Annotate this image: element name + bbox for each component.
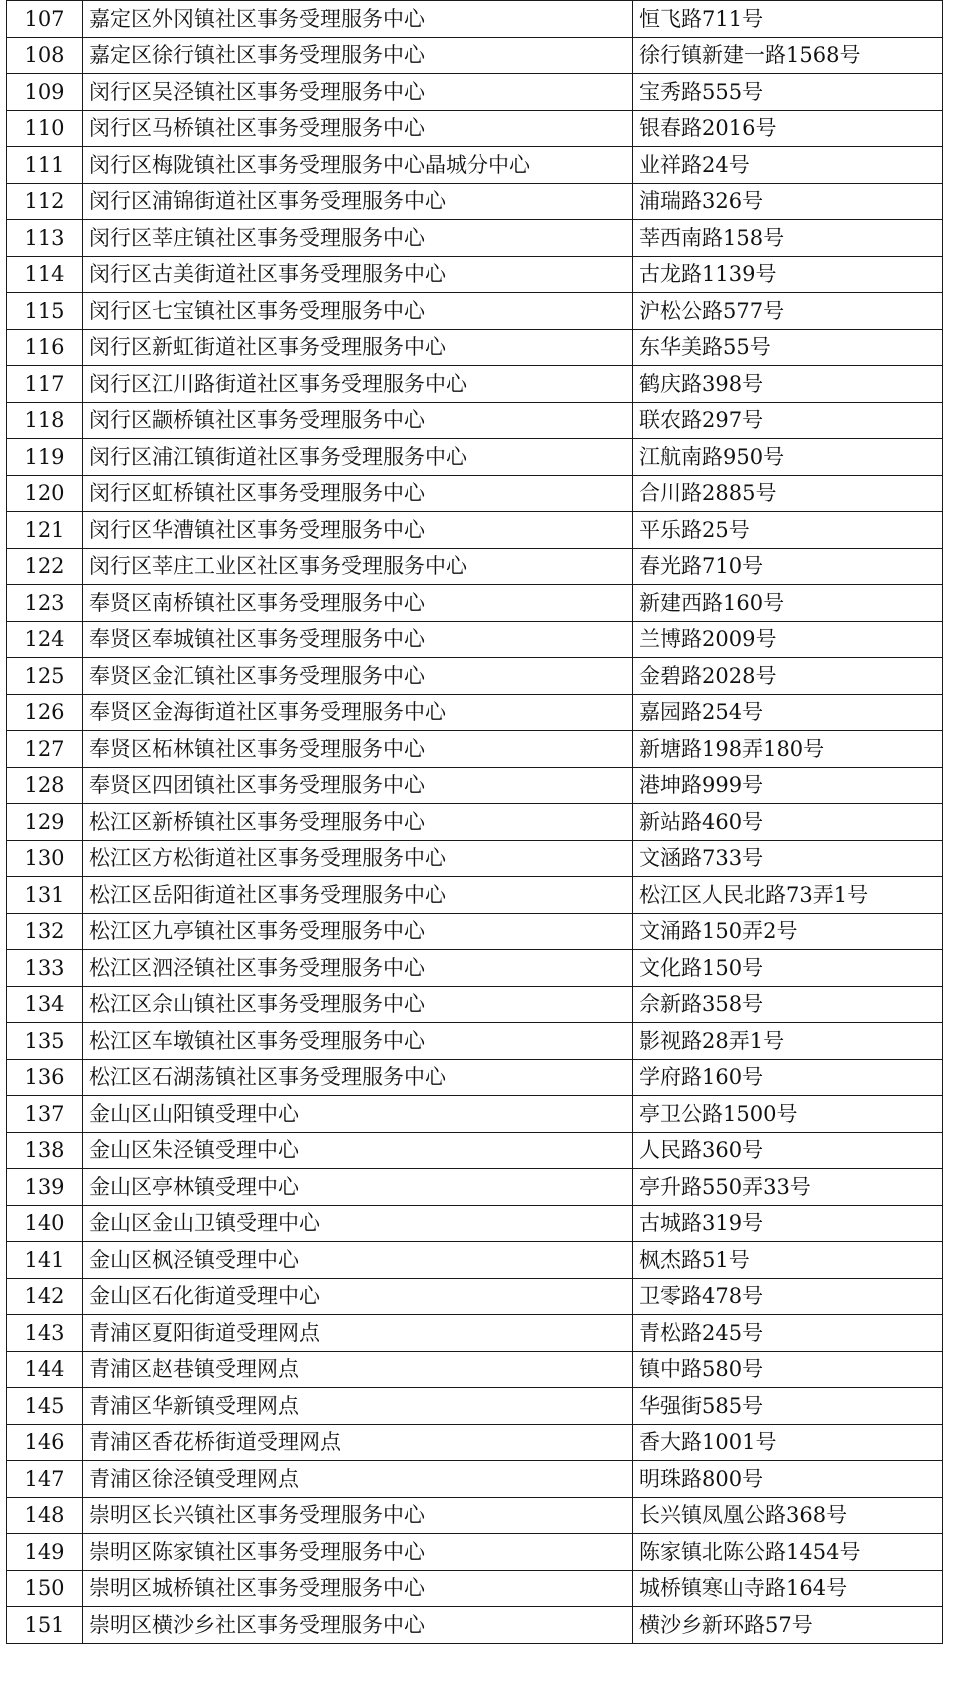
service-center-name: 青浦区夏阳街道受理网点: [83, 1315, 633, 1352]
row-number: 118: [7, 402, 83, 439]
service-center-address: 合川路2885号: [633, 475, 943, 512]
table-row: [7, 694, 943, 731]
table-row: [7, 1169, 943, 1206]
row-number: 140: [7, 1205, 83, 1242]
service-center-name: 松江区车墩镇社区事务受理服务中心: [83, 1023, 633, 1060]
service-center-name: 奉贤区奉城镇社区事务受理服务中心: [83, 621, 633, 658]
row-number: 108: [7, 37, 83, 74]
service-center-address: 学府路160号: [633, 1059, 943, 1096]
row-number: 116: [7, 329, 83, 366]
service-center-name: 金山区山阳镇受理中心: [83, 1096, 633, 1133]
service-center-address: 亭卫公路1500号: [633, 1096, 943, 1133]
service-center-name: 松江区九亭镇社区事务受理服务中心: [83, 913, 633, 950]
service-center-address: 明珠路800号: [633, 1461, 943, 1498]
service-center-name: 松江区泗泾镇社区事务受理服务中心: [83, 950, 633, 987]
table-row: [7, 658, 943, 695]
service-center-address: 宝秀路555号: [633, 74, 943, 111]
service-center-name: 闵行区莘庄工业区社区事务受理服务中心: [83, 548, 633, 585]
service-center-address: 沪松公路577号: [633, 293, 943, 330]
service-center-name: 闵行区虹桥镇社区事务受理服务中心: [83, 475, 633, 512]
row-number: 128: [7, 767, 83, 804]
row-number: 149: [7, 1534, 83, 1571]
service-center-address: 华强街585号: [633, 1388, 943, 1425]
row-number: 115: [7, 293, 83, 330]
table-row: [7, 183, 943, 220]
service-center-name: 金山区朱泾镇受理中心: [83, 1132, 633, 1169]
row-number: 139: [7, 1169, 83, 1206]
service-center-name: 崇明区陈家镇社区事务受理服务中心: [83, 1534, 633, 1571]
row-number: 129: [7, 804, 83, 841]
service-center-address: 文化路150号: [633, 950, 943, 987]
table-row: [7, 1461, 943, 1498]
row-number: 151: [7, 1607, 83, 1644]
service-center-name: 松江区岳阳街道社区事务受理服务中心: [83, 877, 633, 914]
row-number: 142: [7, 1278, 83, 1315]
service-center-address: 城桥镇寒山寺路164号: [633, 1570, 943, 1607]
service-center-address: 新塘路198弄180号: [633, 731, 943, 768]
table-row: [7, 1534, 943, 1571]
service-center-address: 东华美路55号: [633, 329, 943, 366]
service-center-address: 人民路360号: [633, 1132, 943, 1169]
table-row: [7, 74, 943, 111]
table-row: [7, 1570, 943, 1607]
service-center-name: 闵行区吴泾镇社区事务受理服务中心: [83, 74, 633, 111]
table-row: [7, 1, 943, 38]
service-center-address: 横沙乡新环路57号: [633, 1607, 943, 1644]
service-center-address: 鹤庆路398号: [633, 366, 943, 403]
service-center-table: [6, 0, 943, 1644]
table-row: [7, 1351, 943, 1388]
service-center-name: 松江区佘山镇社区事务受理服务中心: [83, 986, 633, 1023]
row-number: 143: [7, 1315, 83, 1352]
service-center-name: 闵行区莘庄镇社区事务受理服务中心: [83, 220, 633, 257]
table-row: [7, 1497, 943, 1534]
service-center-name: 闵行区江川路街道社区事务受理服务中心: [83, 366, 633, 403]
table-row: [7, 1388, 943, 1425]
table-row: [7, 877, 943, 914]
service-center-name: 闵行区七宝镇社区事务受理服务中心: [83, 293, 633, 330]
service-center-address: 长兴镇凤凰公路368号: [633, 1497, 943, 1534]
service-center-address: 松江区人民北路73弄1号: [633, 877, 943, 914]
table-row: [7, 293, 943, 330]
service-center-address: 卫零路478号: [633, 1278, 943, 1315]
service-center-address: 文涵路733号: [633, 840, 943, 877]
service-center-name: 青浦区徐泾镇受理网点: [83, 1461, 633, 1498]
service-center-name: 松江区新桥镇社区事务受理服务中心: [83, 804, 633, 841]
row-number: 120: [7, 475, 83, 512]
row-number: 150: [7, 1570, 83, 1607]
table-row: [7, 110, 943, 147]
row-number: 130: [7, 840, 83, 877]
service-center-address: 古龙路1139号: [633, 256, 943, 293]
service-center-name: 奉贤区四团镇社区事务受理服务中心: [83, 767, 633, 804]
row-number: 136: [7, 1059, 83, 1096]
service-center-name: 金山区石化街道受理中心: [83, 1278, 633, 1315]
table-row: [7, 1607, 943, 1644]
service-center-name: 奉贤区南桥镇社区事务受理服务中心: [83, 585, 633, 622]
row-number: 107: [7, 1, 83, 38]
table-row: [7, 256, 943, 293]
table-row: [7, 1205, 943, 1242]
service-center-name: 闵行区颛桥镇社区事务受理服务中心: [83, 402, 633, 439]
service-center-name: 奉贤区金汇镇社区事务受理服务中心: [83, 658, 633, 695]
table-row: [7, 512, 943, 549]
service-center-address: 亭升路550弄33号: [633, 1169, 943, 1206]
row-number: 119: [7, 439, 83, 476]
service-center-address: 港坤路999号: [633, 767, 943, 804]
table-body: [7, 1, 943, 1644]
row-number: 112: [7, 183, 83, 220]
row-number: 111: [7, 147, 83, 184]
table-row: [7, 585, 943, 622]
service-center-name: 金山区金山卫镇受理中心: [83, 1205, 633, 1242]
service-center-address: 镇中路580号: [633, 1351, 943, 1388]
service-center-address: 枫杰路51号: [633, 1242, 943, 1279]
service-center-name: 松江区石湖荡镇社区事务受理服务中心: [83, 1059, 633, 1096]
row-number: 134: [7, 986, 83, 1023]
service-center-address: 徐行镇新建一路1568号: [633, 37, 943, 74]
row-number: 141: [7, 1242, 83, 1279]
table-row: [7, 1278, 943, 1315]
service-center-address: 银春路2016号: [633, 110, 943, 147]
table-row: [7, 950, 943, 987]
service-center-name: 闵行区华漕镇社区事务受理服务中心: [83, 512, 633, 549]
service-center-name: 金山区枫泾镇受理中心: [83, 1242, 633, 1279]
service-center-name: 闵行区浦锦街道社区事务受理服务中心: [83, 183, 633, 220]
service-center-address: 古城路319号: [633, 1205, 943, 1242]
row-number: 125: [7, 658, 83, 695]
table-row: [7, 1059, 943, 1096]
table-row: [7, 1096, 943, 1133]
table-row: [7, 220, 943, 257]
row-number: 147: [7, 1461, 83, 1498]
service-center-name: 青浦区赵巷镇受理网点: [83, 1351, 633, 1388]
service-center-address: 香大路1001号: [633, 1424, 943, 1461]
service-center-name: 闵行区马桥镇社区事务受理服务中心: [83, 110, 633, 147]
service-center-name: 金山区亭林镇受理中心: [83, 1169, 633, 1206]
service-center-name: 嘉定区徐行镇社区事务受理服务中心: [83, 37, 633, 74]
table-row: [7, 329, 943, 366]
service-center-name: 闵行区古美街道社区事务受理服务中心: [83, 256, 633, 293]
service-center-address: 影视路28弄1号: [633, 1023, 943, 1060]
table-row: [7, 621, 943, 658]
service-center-address: 恒飞路711号: [633, 1, 943, 38]
service-center-address: 青松路245号: [633, 1315, 943, 1352]
service-center-address: 文涌路150弄2号: [633, 913, 943, 950]
table-row: [7, 366, 943, 403]
row-number: 124: [7, 621, 83, 658]
row-number: 117: [7, 366, 83, 403]
table-row: [7, 804, 943, 841]
table-row: [7, 439, 943, 476]
table-row: [7, 1424, 943, 1461]
row-number: 126: [7, 694, 83, 731]
table-row: [7, 147, 943, 184]
row-number: 132: [7, 913, 83, 950]
service-center-address: 平乐路25号: [633, 512, 943, 549]
table-row: [7, 1023, 943, 1060]
row-number: 145: [7, 1388, 83, 1425]
row-number: 114: [7, 256, 83, 293]
service-center-name: 崇明区长兴镇社区事务受理服务中心: [83, 1497, 633, 1534]
row-number: 148: [7, 1497, 83, 1534]
service-center-name: 崇明区城桥镇社区事务受理服务中心: [83, 1570, 633, 1607]
service-center-name: 奉贤区柘林镇社区事务受理服务中心: [83, 731, 633, 768]
table-row: [7, 1242, 943, 1279]
table-row: [7, 548, 943, 585]
service-center-address: 联农路297号: [633, 402, 943, 439]
service-center-address: 春光路710号: [633, 548, 943, 585]
table-row: [7, 1132, 943, 1169]
table-row: [7, 731, 943, 768]
service-center-name: 青浦区华新镇受理网点: [83, 1388, 633, 1425]
service-center-address: 陈家镇北陈公路1454号: [633, 1534, 943, 1571]
service-center-address: 新站路460号: [633, 804, 943, 841]
row-number: 138: [7, 1132, 83, 1169]
row-number: 131: [7, 877, 83, 914]
row-number: 109: [7, 74, 83, 111]
service-center-name: 奉贤区金海街道社区事务受理服务中心: [83, 694, 633, 731]
service-center-name: 青浦区香花桥街道受理网点: [83, 1424, 633, 1461]
service-center-name: 松江区方松街道社区事务受理服务中心: [83, 840, 633, 877]
table-row: [7, 1315, 943, 1352]
table-row: [7, 767, 943, 804]
service-center-address: 新建西路160号: [633, 585, 943, 622]
service-center-address: 莘西南路158号: [633, 220, 943, 257]
service-center-name: 闵行区新虹街道社区事务受理服务中心: [83, 329, 633, 366]
service-center-address: 嘉园路254号: [633, 694, 943, 731]
service-center-address: 金碧路2028号: [633, 658, 943, 695]
table-row: [7, 986, 943, 1023]
row-number: 144: [7, 1351, 83, 1388]
service-center-name: 崇明区横沙乡社区事务受理服务中心: [83, 1607, 633, 1644]
row-number: 110: [7, 110, 83, 147]
row-number: 121: [7, 512, 83, 549]
service-center-name: 闵行区梅陇镇社区事务受理服务中心晶城分中心: [83, 147, 633, 184]
row-number: 133: [7, 950, 83, 987]
service-center-name: 闵行区浦江镇街道社区事务受理服务中心: [83, 439, 633, 476]
service-center-name: 嘉定区外冈镇社区事务受理服务中心: [83, 1, 633, 38]
service-center-address: 业祥路24号: [633, 147, 943, 184]
table-row: [7, 475, 943, 512]
table-row: [7, 913, 943, 950]
row-number: 127: [7, 731, 83, 768]
service-center-address: 兰博路2009号: [633, 621, 943, 658]
row-number: 113: [7, 220, 83, 257]
service-center-address: 佘新路358号: [633, 986, 943, 1023]
service-center-address: 浦瑞路326号: [633, 183, 943, 220]
row-number: 122: [7, 548, 83, 585]
row-number: 123: [7, 585, 83, 622]
row-number: 137: [7, 1096, 83, 1133]
service-center-address: 江航南路950号: [633, 439, 943, 476]
row-number: 135: [7, 1023, 83, 1060]
table-row: [7, 840, 943, 877]
table-row: [7, 402, 943, 439]
row-number: 146: [7, 1424, 83, 1461]
table-row: [7, 37, 943, 74]
